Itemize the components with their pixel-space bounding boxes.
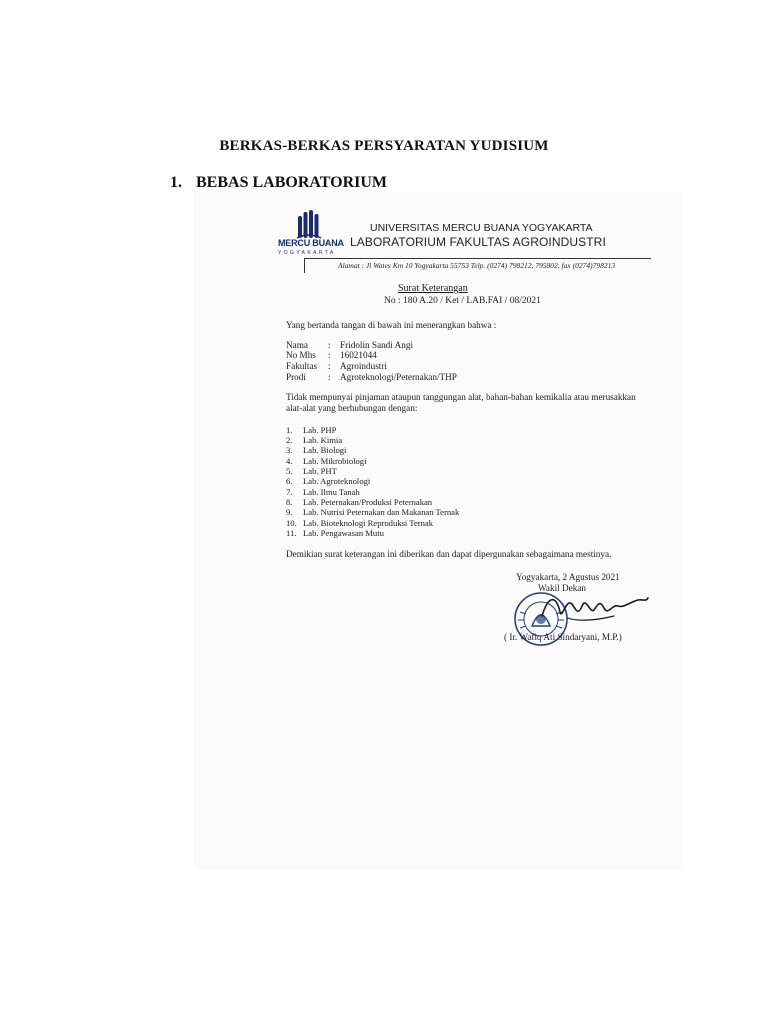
statement-line-1: Tidak mempunyai pinjaman ataupun tanggungan alat, bahan-bahan kemikalia atau merusakkan bbox=[286, 392, 636, 402]
field-value-program: Agroteknologi/Peternakan/THP bbox=[340, 372, 457, 382]
lab-list-item: 5. Lab. PHT bbox=[286, 466, 337, 476]
field-label-student-number: No Mhs bbox=[286, 350, 316, 360]
field-separator: : bbox=[328, 350, 331, 360]
lab-list-item: 9. Lab. Nutrisi Peternakan dan Makanan Ternak bbox=[286, 507, 460, 517]
signatory-position: Wakil Dekan bbox=[538, 583, 586, 593]
place-date: Yogyakarta, 2 Agustus 2021 bbox=[516, 572, 620, 582]
letter-content bbox=[194, 192, 682, 869]
page-title: BERKAS-BERKAS PERSYARATAN YUDISIUM bbox=[219, 138, 549, 154]
logo-emblem-icon bbox=[296, 210, 322, 240]
section-number: 1. bbox=[170, 174, 182, 191]
laboratory-name: LABORATORIUM FAKULTAS AGROINDUSTRI bbox=[350, 235, 606, 249]
logo-city: YOGYAKARTA bbox=[278, 250, 336, 256]
scanned-letter bbox=[194, 192, 682, 869]
letter-subject: Surat Keterangan bbox=[398, 283, 468, 294]
lab-list-item: 10. Lab. Bioteknologi Reproduksi Ternak bbox=[286, 518, 434, 528]
lab-list-item: 8. Lab. Peternakan/Produksi Peternakan bbox=[286, 497, 433, 507]
field-value-student-number: 16021044 bbox=[340, 350, 377, 360]
field-separator: : bbox=[328, 340, 331, 350]
handwritten-signature bbox=[538, 586, 650, 630]
field-separator: : bbox=[328, 361, 331, 371]
lab-list-item: 2. Lab. Kimia bbox=[286, 435, 343, 445]
field-label-name: Nama bbox=[286, 340, 308, 350]
lab-list-item: 3. Lab. Biologi bbox=[286, 445, 347, 455]
signatory-name: ( Ir. Wafiq Ati Sindaryani, M.P.) bbox=[504, 632, 622, 642]
closing-statement: Demikian surat keterangan ini diberikan dan dapat dipergunakan sebagaimana mestinya. bbox=[286, 549, 612, 559]
field-label-program: Prodi bbox=[286, 372, 306, 382]
field-label-faculty: Fakultas bbox=[286, 361, 318, 371]
address-line: Alamat : Jl Wates Km 10 Yogyakarta 55753 Telp. (0274) 798212, 795802, fax (0274)798213 bbox=[338, 261, 616, 270]
field-value-name: Fridolin Sandi Angi bbox=[340, 340, 413, 350]
lab-list-item: 4. Lab. Mikrobiologi bbox=[286, 456, 367, 466]
letter-number: No : 180 A.20 / Ket / LAB.FAI / 08/2021 bbox=[384, 296, 541, 306]
section-title: BEBAS LABORATORIUM bbox=[196, 174, 387, 191]
logo-name: MERCU BUANA bbox=[278, 238, 344, 248]
lab-list-item: 7. Lab. Ilmu Tanah bbox=[286, 487, 360, 497]
lab-list-item: 1. Lab. PHP bbox=[286, 425, 337, 435]
field-value-faculty: Agroindustri bbox=[340, 361, 387, 371]
statement-line-2: alat-alat yang berhubungan dengan: bbox=[286, 403, 418, 413]
lab-list-item: 6. Lab. Agroteknologi bbox=[286, 476, 371, 486]
university-name: UNIVERSITAS MERCU BUANA YOGYAKARTA bbox=[370, 222, 593, 234]
section-heading bbox=[170, 174, 387, 192]
university-logo bbox=[278, 210, 350, 260]
intro-text: Yang bertanda tangan di bawah ini menerangkan bahwa : bbox=[286, 320, 497, 330]
lab-list-item: 11. Lab. Pengawasan Mutu bbox=[286, 528, 384, 538]
field-separator: : bbox=[328, 372, 331, 382]
